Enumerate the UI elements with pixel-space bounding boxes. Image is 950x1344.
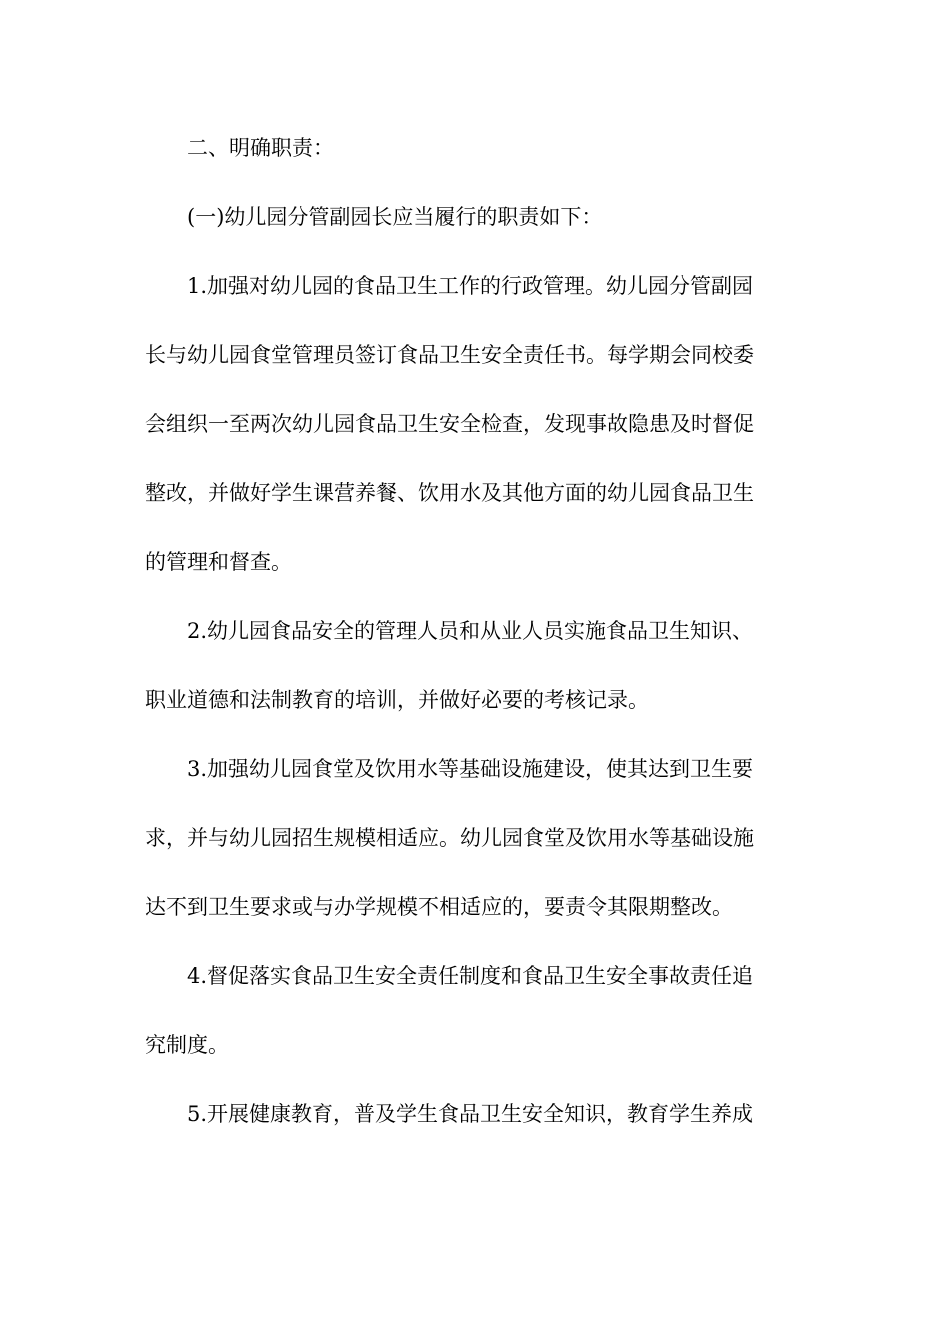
paragraph-line: 的管理和督查。 bbox=[145, 550, 292, 574]
paragraph-line: 究制度。 bbox=[145, 1033, 229, 1057]
subsection-heading: (一)幼儿园分管副园长应当履行的职责如下： bbox=[187, 205, 603, 229]
paragraph-line: 4.督促落实食品卫生安全责任制度和食品卫生安全事故责任追 bbox=[187, 964, 754, 988]
section-heading: 二、明确职责： bbox=[187, 136, 334, 160]
paragraph-line: 2.幼儿园食品安全的管理人员和从业人员实施食品卫生知识、 bbox=[187, 619, 754, 643]
paragraph-line: 职业道德和法制教育的培训，并做好必要的考核记录。 bbox=[145, 688, 649, 712]
paragraph-line: 1.加强对幼儿园的食品卫生工作的行政管理。幼儿园分管副园 bbox=[187, 274, 754, 298]
paragraph-line: 达不到卫生要求或与办学规模不相适应的，要责令其限期整改。 bbox=[145, 895, 733, 919]
paragraph-line: 整改，并做好学生课营养餐、饮用水及其他方面的幼儿园食品卫生 bbox=[145, 481, 754, 505]
paragraph-line: 5.开展健康教育，普及学生食品卫生安全知识，教育学生养成 bbox=[187, 1102, 754, 1126]
paragraph-line: 长与幼儿园食堂管理员签订食品卫生安全责任书。每学期会同校委 bbox=[145, 343, 754, 367]
paragraph-line: 会组织一至两次幼儿园食品卫生安全检查，发现事故隐患及时督促 bbox=[145, 412, 754, 436]
paragraph-line: 3.加强幼儿园食堂及饮用水等基础设施建设，使其达到卫生要 bbox=[187, 757, 754, 781]
paragraph-line: 求，并与幼儿园招生规模相适应。幼儿园食堂及饮用水等基础设施 bbox=[145, 826, 754, 850]
